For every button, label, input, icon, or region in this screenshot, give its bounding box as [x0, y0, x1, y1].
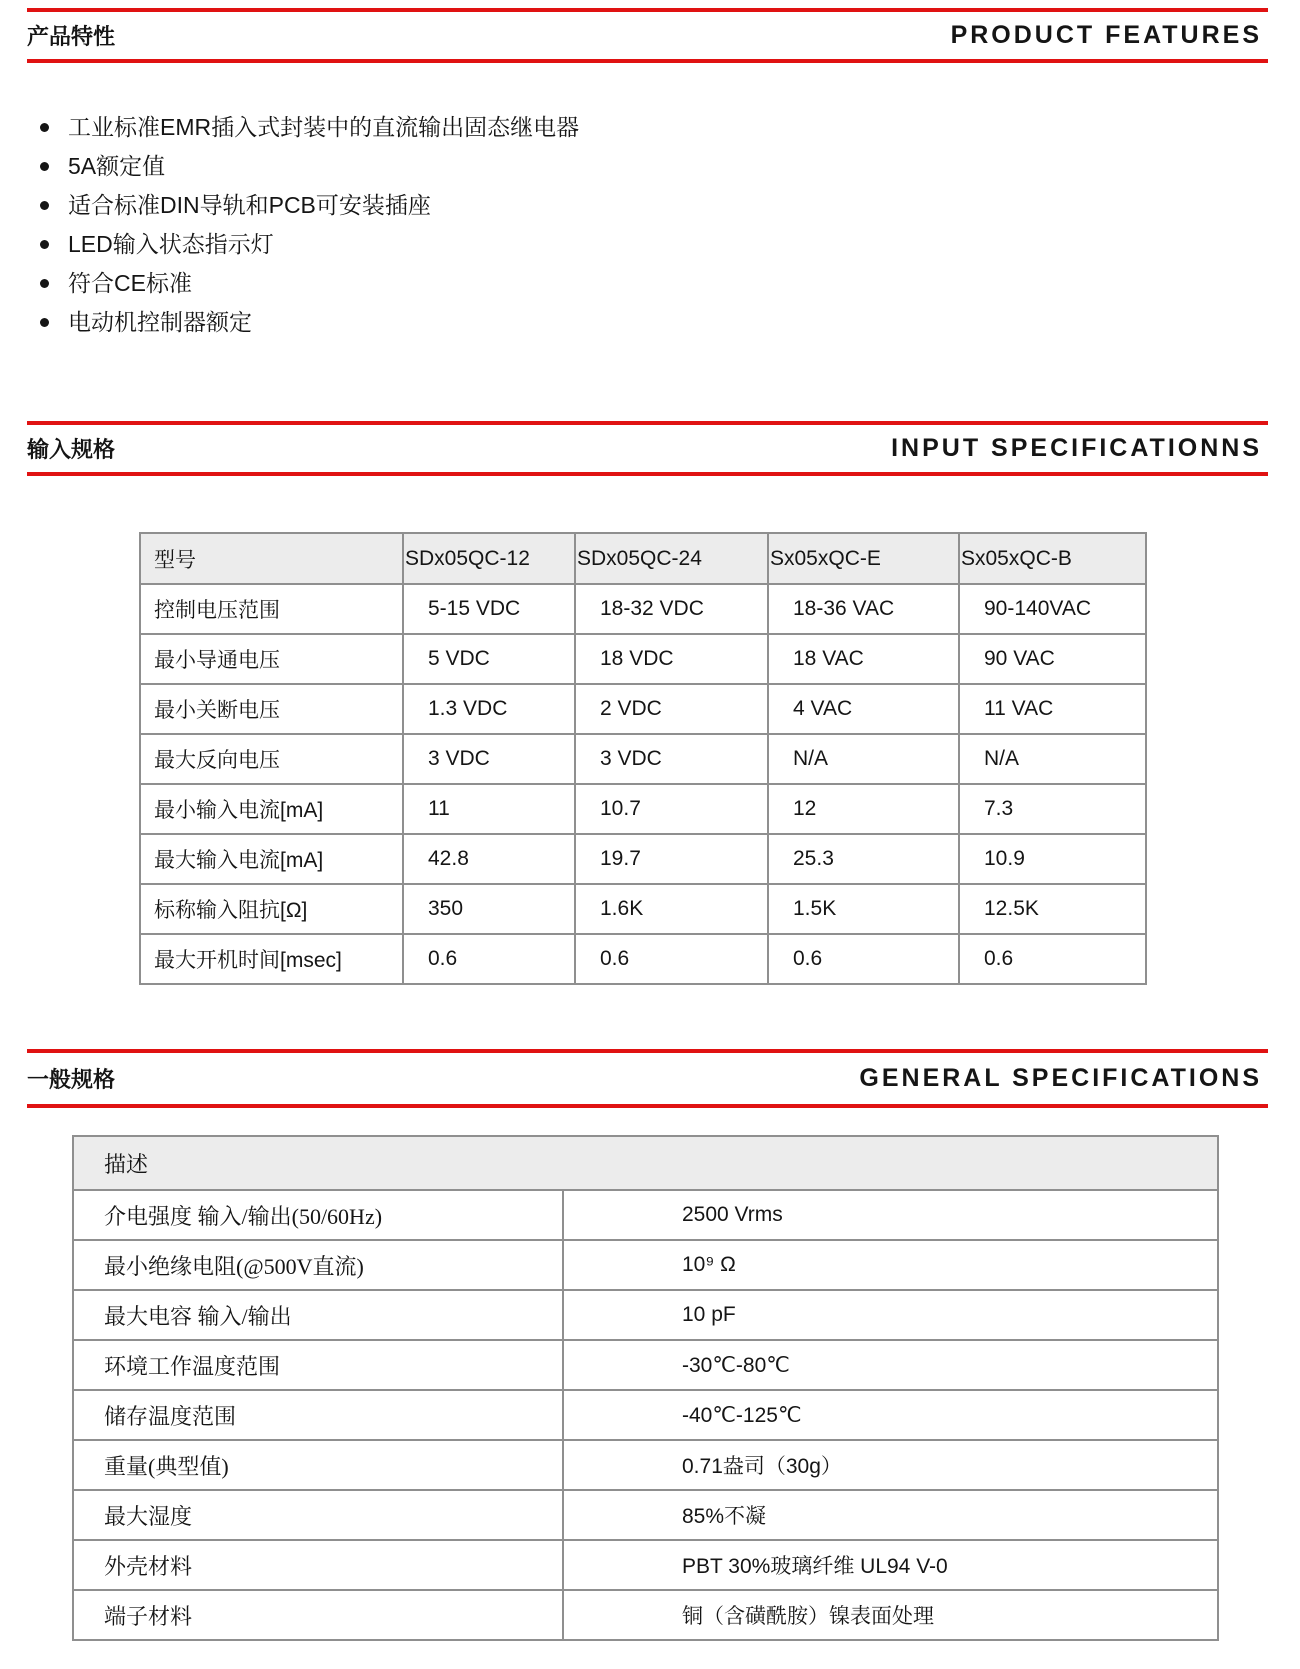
model-column-header: SDx05QC-24 — [575, 533, 768, 584]
section-title-en: INPUT SPECIFICATIONNS — [891, 434, 1262, 462]
section-title-zh: 输入规格 — [27, 437, 116, 462]
general-spec-row — [73, 1290, 1218, 1340]
general-spec-header: 描述 — [73, 1136, 1218, 1190]
spec-cell-value: 18-36 VAC — [768, 584, 959, 634]
input-spec-header-row — [140, 533, 1146, 584]
spec-cell-value: 350 — [403, 884, 575, 934]
model-column-header: Sx05xQC-B — [959, 533, 1146, 584]
spec-row-label: 最大开机时间[msec] — [140, 934, 403, 984]
spec-row-label: 最小关断电压 — [140, 684, 403, 734]
spec-row-label: 最小导通电压 — [140, 634, 403, 684]
spec-cell-value: 10 pF — [563, 1290, 1218, 1340]
spec-cell-value: 10.7 — [575, 784, 768, 834]
general-spec-row — [73, 1390, 1218, 1440]
spec-row-label: 最大输入电流[mA] — [140, 834, 403, 884]
section-band-general-specifications — [27, 1049, 1268, 1108]
feature-bullet-item: LED输入状态指示灯 — [38, 231, 579, 257]
spec-cell-value: 18-32 VDC — [575, 584, 768, 634]
spec-cell-value: 11 VAC — [959, 684, 1146, 734]
spec-cell-value: 12.5K — [959, 884, 1146, 934]
general-spec-row — [73, 1590, 1218, 1640]
spec-row-label: 控制电压范围 — [140, 584, 403, 634]
input-spec-row — [140, 834, 1146, 884]
spec-cell-value: PBT 30%玻璃纤维 UL94 V-0 — [563, 1540, 1218, 1590]
general-spec-row — [73, 1340, 1218, 1390]
spec-row-label: 最大湿度 — [73, 1490, 563, 1540]
spec-row-label: 端子材料 — [73, 1590, 563, 1640]
spec-row-label: 最大电容 输入/输出 — [73, 1290, 563, 1340]
spec-cell-value: 2500 Vrms — [563, 1190, 1218, 1240]
input-spec-row — [140, 884, 1146, 934]
model-column-header: Sx05xQC-E — [768, 533, 959, 584]
section-band-input-specifications — [27, 421, 1268, 476]
feature-bullet-item: 符合CE标准 — [38, 270, 579, 296]
spec-row-label: 重量(典型值) — [73, 1440, 563, 1490]
feature-bullet-item: 5A额定值 — [38, 153, 579, 179]
input-spec-row — [140, 934, 1146, 984]
spec-cell-value: 1.3 VDC — [403, 684, 575, 734]
section-title-zh: 产品特性 — [27, 24, 116, 49]
spec-cell-value: 0.6 — [768, 934, 959, 984]
spec-cell-value: -30℃-80℃ — [563, 1340, 1218, 1390]
section-title-en: GENERAL SPECIFICATIONS — [859, 1064, 1262, 1092]
section-band-product-features — [27, 8, 1268, 63]
spec-cell-value: 42.8 — [403, 834, 575, 884]
spec-cell-value: 0.6 — [959, 934, 1146, 984]
input-spec-table — [139, 532, 1147, 985]
model-column-header: SDx05QC-12 — [403, 533, 575, 584]
spec-cell-value: 7.3 — [959, 784, 1146, 834]
general-spec-row — [73, 1190, 1218, 1240]
input-spec-row — [140, 784, 1146, 834]
spec-row-label: 外壳材料 — [73, 1540, 563, 1590]
spec-cell-value: 2 VDC — [575, 684, 768, 734]
spec-cell-value: 0.6 — [575, 934, 768, 984]
spec-cell-value: 90 VAC — [959, 634, 1146, 684]
feature-bullet-item: 适合标准DIN导轨和PCB可安装插座 — [38, 192, 579, 218]
input-spec-row — [140, 684, 1146, 734]
general-spec-row — [73, 1440, 1218, 1490]
input-spec-row — [140, 584, 1146, 634]
spec-cell-value: N/A — [768, 734, 959, 784]
spec-cell-value: 11 — [403, 784, 575, 834]
features-list — [38, 114, 579, 348]
spec-cell-value: 90-140VAC — [959, 584, 1146, 634]
section-title-zh: 一般规格 — [27, 1067, 116, 1092]
spec-cell-value: 铜（含磺酰胺）镍表面处理 — [563, 1590, 1218, 1640]
input-spec-row — [140, 734, 1146, 784]
spec-cell-value: -40℃-125℃ — [563, 1390, 1218, 1440]
spec-row-label: 环境工作温度范围 — [73, 1340, 563, 1390]
input-spec-row — [140, 634, 1146, 684]
general-spec-row — [73, 1490, 1218, 1540]
row-label-column-header: 型号 — [140, 533, 403, 584]
spec-cell-value: 3 VDC — [403, 734, 575, 784]
spec-cell-value: 0.6 — [403, 934, 575, 984]
spec-cell-value: 5-15 VDC — [403, 584, 575, 634]
feature-bullet-item: 工业标准EMR插入式封装中的直流输出固态继电器 — [38, 114, 579, 140]
section-title-en: PRODUCT FEATURES — [950, 21, 1262, 49]
spec-cell-value: 10.9 — [959, 834, 1146, 884]
general-spec-table — [72, 1135, 1219, 1641]
spec-cell-value: 18 VDC — [575, 634, 768, 684]
spec-cell-value: 1.5K — [768, 884, 959, 934]
spec-cell-value: 4 VAC — [768, 684, 959, 734]
general-spec-header-row — [73, 1136, 1218, 1190]
spec-row-label: 介电强度 输入/输出(50/60Hz) — [73, 1190, 563, 1240]
spec-row-label: 标称输入阻抗[Ω] — [140, 884, 403, 934]
spec-cell-value: 85%不凝 — [563, 1490, 1218, 1540]
spec-cell-value: 19.7 — [575, 834, 768, 884]
general-spec-row — [73, 1540, 1218, 1590]
general-spec-row — [73, 1240, 1218, 1290]
spec-row-label: 储存温度范围 — [73, 1390, 563, 1440]
spec-cell-value: 1.6K — [575, 884, 768, 934]
spec-row-label: 最小绝缘电阻(@500V直流) — [73, 1240, 563, 1290]
spec-cell-value: 10⁹ Ω — [563, 1240, 1218, 1290]
spec-cell-value: 0.71盎司（30g） — [563, 1440, 1218, 1490]
feature-bullet-item: 电动机控制器额定 — [38, 309, 579, 335]
spec-cell-value: 18 VAC — [768, 634, 959, 684]
spec-row-label: 最小输入电流[mA] — [140, 784, 403, 834]
spec-cell-value: 12 — [768, 784, 959, 834]
spec-cell-value: 3 VDC — [575, 734, 768, 784]
spec-cell-value: 25.3 — [768, 834, 959, 884]
spec-cell-value: 5 VDC — [403, 634, 575, 684]
spec-cell-value: N/A — [959, 734, 1146, 784]
spec-row-label: 最大反向电压 — [140, 734, 403, 784]
